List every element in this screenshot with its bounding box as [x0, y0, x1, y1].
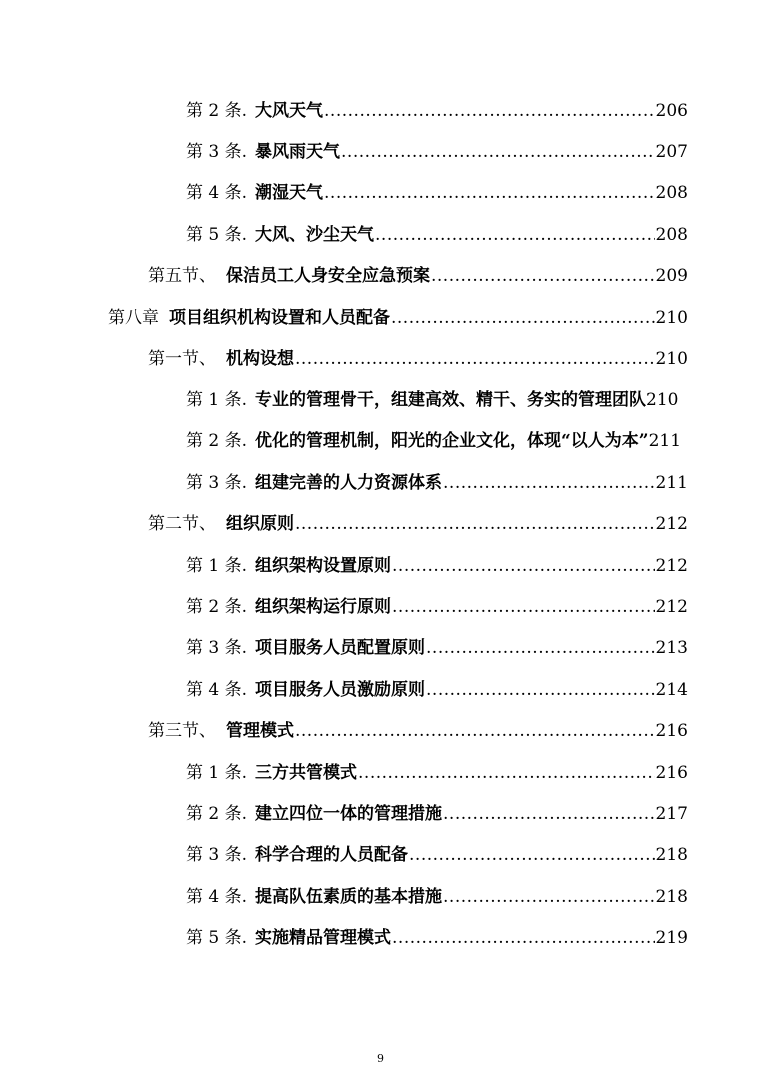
- toc-entry[interactable]: [186, 426, 716, 456]
- toc-entry-number: 第 4 条.: [186, 887, 248, 907]
- toc-entry-number: 第 5 条.: [186, 928, 248, 948]
- toc-entry-title: 建立四位一体的管理措施: [255, 804, 443, 824]
- toc-entry[interactable]: [186, 758, 688, 788]
- toc-entry-page: 219: [655, 928, 688, 948]
- toc-entry[interactable]: [186, 633, 688, 663]
- dot-leader: [324, 96, 655, 126]
- toc-entry-page: 214: [655, 680, 688, 700]
- toc-entry-page: 208: [655, 183, 688, 203]
- toc-entry-title: 项目服务人员配置原则: [255, 638, 426, 658]
- toc-entry[interactable]: [186, 923, 688, 953]
- dot-leader: [324, 178, 655, 208]
- toc-entry-page: 212: [655, 556, 688, 576]
- toc-entry-page: 212: [655, 514, 688, 534]
- toc-entry-title: 组织架构运行原则: [255, 597, 392, 617]
- toc-entry-number: 第 1 条.: [186, 556, 248, 576]
- dot-leader: [295, 716, 655, 746]
- toc-entry-number: 第 3 条.: [186, 142, 248, 162]
- toc-entry[interactable]: [186, 385, 716, 415]
- toc-entry-title: 项目组织机构设置和人员配备: [169, 308, 390, 328]
- toc-entry-page: 212: [655, 597, 688, 617]
- toc-entry-page: 211: [655, 473, 688, 493]
- dot-leader: [392, 592, 655, 622]
- toc-entry-number: 第 5 条.: [186, 225, 248, 245]
- toc-entry[interactable]: [186, 882, 688, 912]
- toc-entry-number: 第二节、: [148, 514, 216, 534]
- dot-leader: [341, 137, 655, 167]
- toc-entry-title: 三方共管模式: [255, 763, 358, 783]
- toc-entry-title: 管理模式: [226, 721, 294, 741]
- toc-entry-page: 217: [655, 804, 688, 824]
- toc-entry-number: 第 2 条.: [186, 431, 248, 451]
- toc-entry[interactable]: [186, 840, 688, 870]
- toc-entry-page: 218: [655, 845, 688, 865]
- dot-leader: [375, 220, 655, 250]
- dot-leader: [443, 468, 655, 498]
- toc-entry[interactable]: [148, 344, 688, 374]
- dot-leader: [426, 633, 655, 663]
- toc-entry[interactable]: [186, 468, 688, 498]
- toc-entry-page: 208: [655, 225, 688, 245]
- toc-entry-number: 第 3 条.: [186, 845, 248, 865]
- toc-entry-title: 项目服务人员激励原则: [255, 680, 426, 700]
- toc-entry-number: 第八章: [108, 308, 159, 328]
- toc-entry[interactable]: [186, 137, 688, 167]
- toc-entry-number: 第 2 条.: [186, 804, 248, 824]
- toc-entry[interactable]: [148, 716, 688, 746]
- toc-entry[interactable]: [186, 96, 688, 126]
- toc-entry-page: 216: [655, 763, 688, 783]
- toc-entry-number: 第三节、: [148, 721, 216, 741]
- dot-leader: [358, 758, 655, 788]
- dot-leader: [443, 882, 655, 912]
- toc-entry-title: 暴风雨天气: [255, 142, 341, 162]
- toc-entry-number: 第 4 条.: [186, 680, 248, 700]
- toc-entry-title: 组建完善的人力资源体系: [255, 473, 443, 493]
- toc-entry-title: 保洁员工人身安全应急预案: [226, 266, 430, 286]
- toc-entry[interactable]: [186, 675, 688, 705]
- toc-entry-title: 提高队伍素质的基本措施: [255, 887, 443, 907]
- toc-entry-number: 第 2 条.: [186, 597, 248, 617]
- toc-entry[interactable]: [108, 303, 688, 333]
- toc-entry-number: 第 1 条.: [186, 763, 248, 783]
- dot-leader: [392, 923, 655, 953]
- toc-entry[interactable]: [186, 551, 688, 581]
- toc-entry-number: 第 1 条.: [186, 390, 248, 410]
- toc-entry-title: 组织原则: [226, 514, 294, 534]
- toc-entry-title: 专业的管理骨干，组建高效、精干、务实的管理团队: [255, 390, 647, 410]
- dot-leader: [295, 509, 655, 539]
- toc-entry-title: 大风、沙尘天气: [255, 225, 375, 245]
- dot-leader: [426, 675, 655, 705]
- toc-entry-title: 大风天气: [255, 101, 324, 121]
- page-number: 9: [377, 1052, 384, 1065]
- toc-entry-page: 210: [646, 390, 679, 410]
- toc-entry-number: 第 2 条.: [186, 101, 248, 121]
- toc-entry-title: 潮湿天气: [255, 183, 324, 203]
- toc-entry-page: 218: [655, 887, 688, 907]
- toc-entry-page: 213: [655, 638, 688, 658]
- toc-entry-number: 第 3 条.: [186, 638, 248, 658]
- toc-entry-number: 第 3 条.: [186, 473, 248, 493]
- toc-entry-number: 第 4 条.: [186, 183, 248, 203]
- toc-entry[interactable]: [148, 509, 688, 539]
- dot-leader: [431, 261, 655, 291]
- toc-entry-page: 211: [648, 431, 682, 451]
- dot-leader: [391, 303, 655, 333]
- toc-entry-page: 210: [655, 308, 688, 328]
- toc-entry-title: 组织架构设置原则: [255, 556, 392, 576]
- toc-entry-title: 实施精品管理模式: [255, 928, 392, 948]
- toc-entry-page: 210: [655, 349, 688, 369]
- toc-entry-page: 207: [655, 142, 688, 162]
- toc-entry-page: 206: [655, 101, 688, 121]
- toc-entry[interactable]: [148, 261, 688, 291]
- toc-entry-title: 科学合理的人员配备: [255, 845, 409, 865]
- toc-entry[interactable]: [186, 592, 688, 622]
- dot-leader: [443, 799, 655, 829]
- toc-entry[interactable]: [186, 799, 688, 829]
- toc-entry-page: 216: [655, 721, 688, 741]
- dot-leader: [392, 551, 655, 581]
- toc-entry-number: 第五节、: [148, 266, 216, 286]
- toc-entry[interactable]: [186, 178, 688, 208]
- toc-entry[interactable]: [186, 220, 688, 250]
- toc-entry-number: 第一节、: [148, 349, 216, 369]
- toc-entry-title: 优化的管理机制，阳光的企业文化，体现“以人为本”: [255, 431, 649, 451]
- toc-entry-page: 209: [655, 266, 688, 286]
- toc-entry-title: 机构设想: [226, 349, 294, 369]
- dot-leader: [409, 840, 655, 870]
- dot-leader: [295, 344, 655, 374]
